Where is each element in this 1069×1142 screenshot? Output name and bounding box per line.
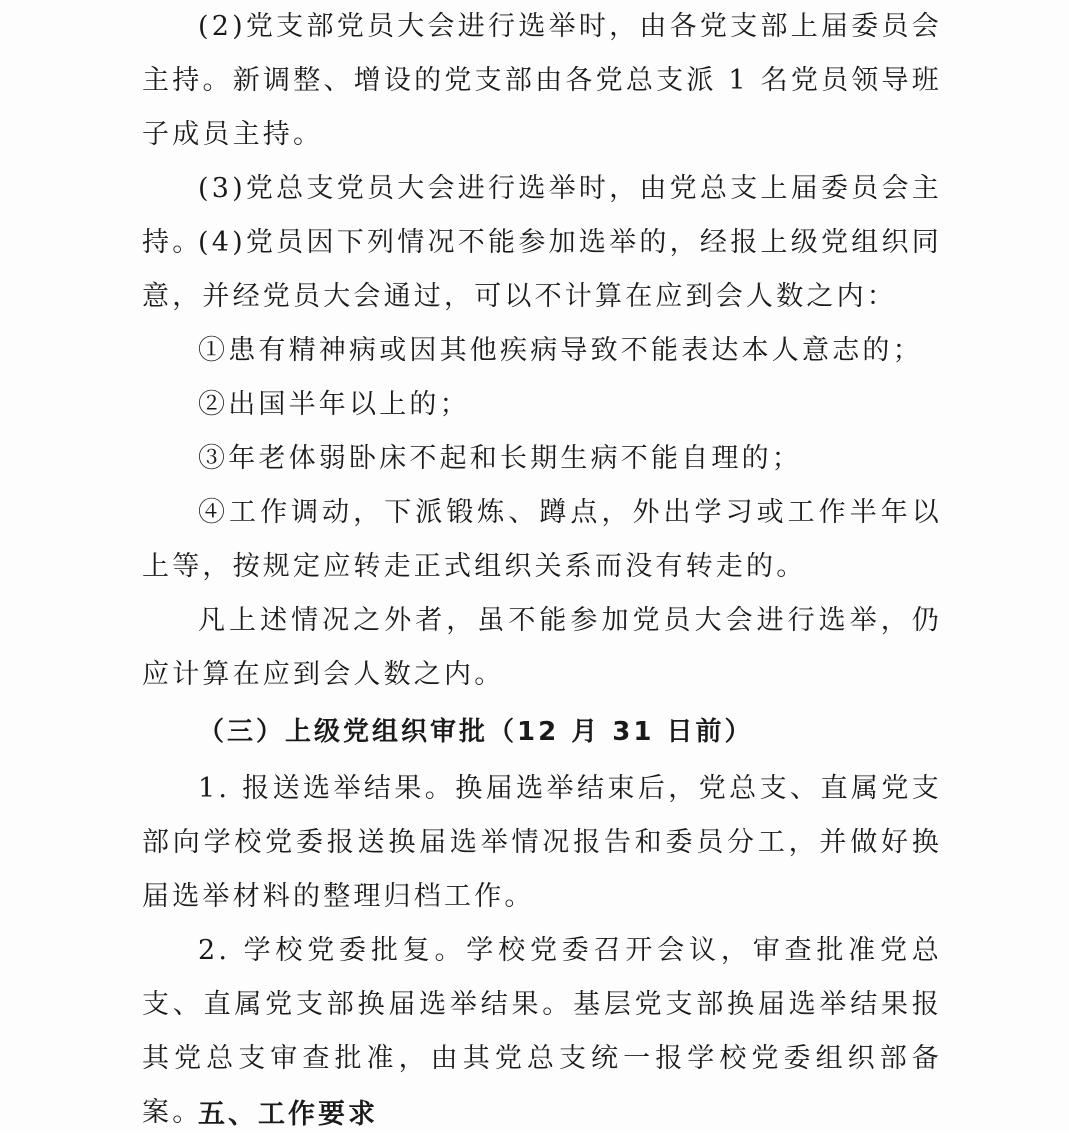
paragraph-2-branch-election: (2)党支部党员大会进行选举时，由各党支部上届委员会主持。新调整、增设的党支部由各党总支派 1 名党员领导班子成员主持。 <box>142 11 942 150</box>
section-heading-work-requirements: 五、工作要求 <box>198 1099 378 1130</box>
paragraph-other-cases: 凡上述情况之外者，虽不能参加党员大会进行选举，仍应计算在应到会人数之内。 <box>142 605 942 690</box>
list-item-work-transfer: ④工作调动，下派锻炼、蹲点，外出学习或工作半年以上等，按规定应转走正式组织关系而没有转走的。 <box>142 497 942 582</box>
paragraph-4-absence-conditions: (4)党员因下列情况不能参加选举的，经报上级党组织同意，并经党员大会通过，可以不计算在应到会人数之内： <box>142 227 942 312</box>
subheading-approval: （三）上级党组织审批（12 月 31 日前） <box>198 717 754 747</box>
list-item-mental-illness: ①患有精神病或因其他疾病导致不能表达本人意志的； <box>198 335 923 366</box>
paragraph-report-results: 1. 报送选举结果。换届选举结束后，党总支、直属党支部向学校党委报送换届选举情况报告和委员分工，并做好换届选举材料的整理归档工作。 <box>142 773 942 912</box>
list-item-abroad: ②出国半年以上的； <box>198 389 470 420</box>
list-item-elderly-ill: ③年老体弱卧床不起和长期生病不能自理的； <box>198 443 802 474</box>
paragraph-3-general-branch-election: (3)党总支党员大会进行选举时，由党总支上届委员会主持。 <box>142 173 942 258</box>
paragraph-party-committee-approval: 2. 学校党委批复。学校党委召开会议，审查批准党总支、直属党支部换届选举结果。基层党支部换届选举结果报其党总支审查批准，由其党总支统一报学校党委组织部备案。 <box>142 935 942 1128</box>
